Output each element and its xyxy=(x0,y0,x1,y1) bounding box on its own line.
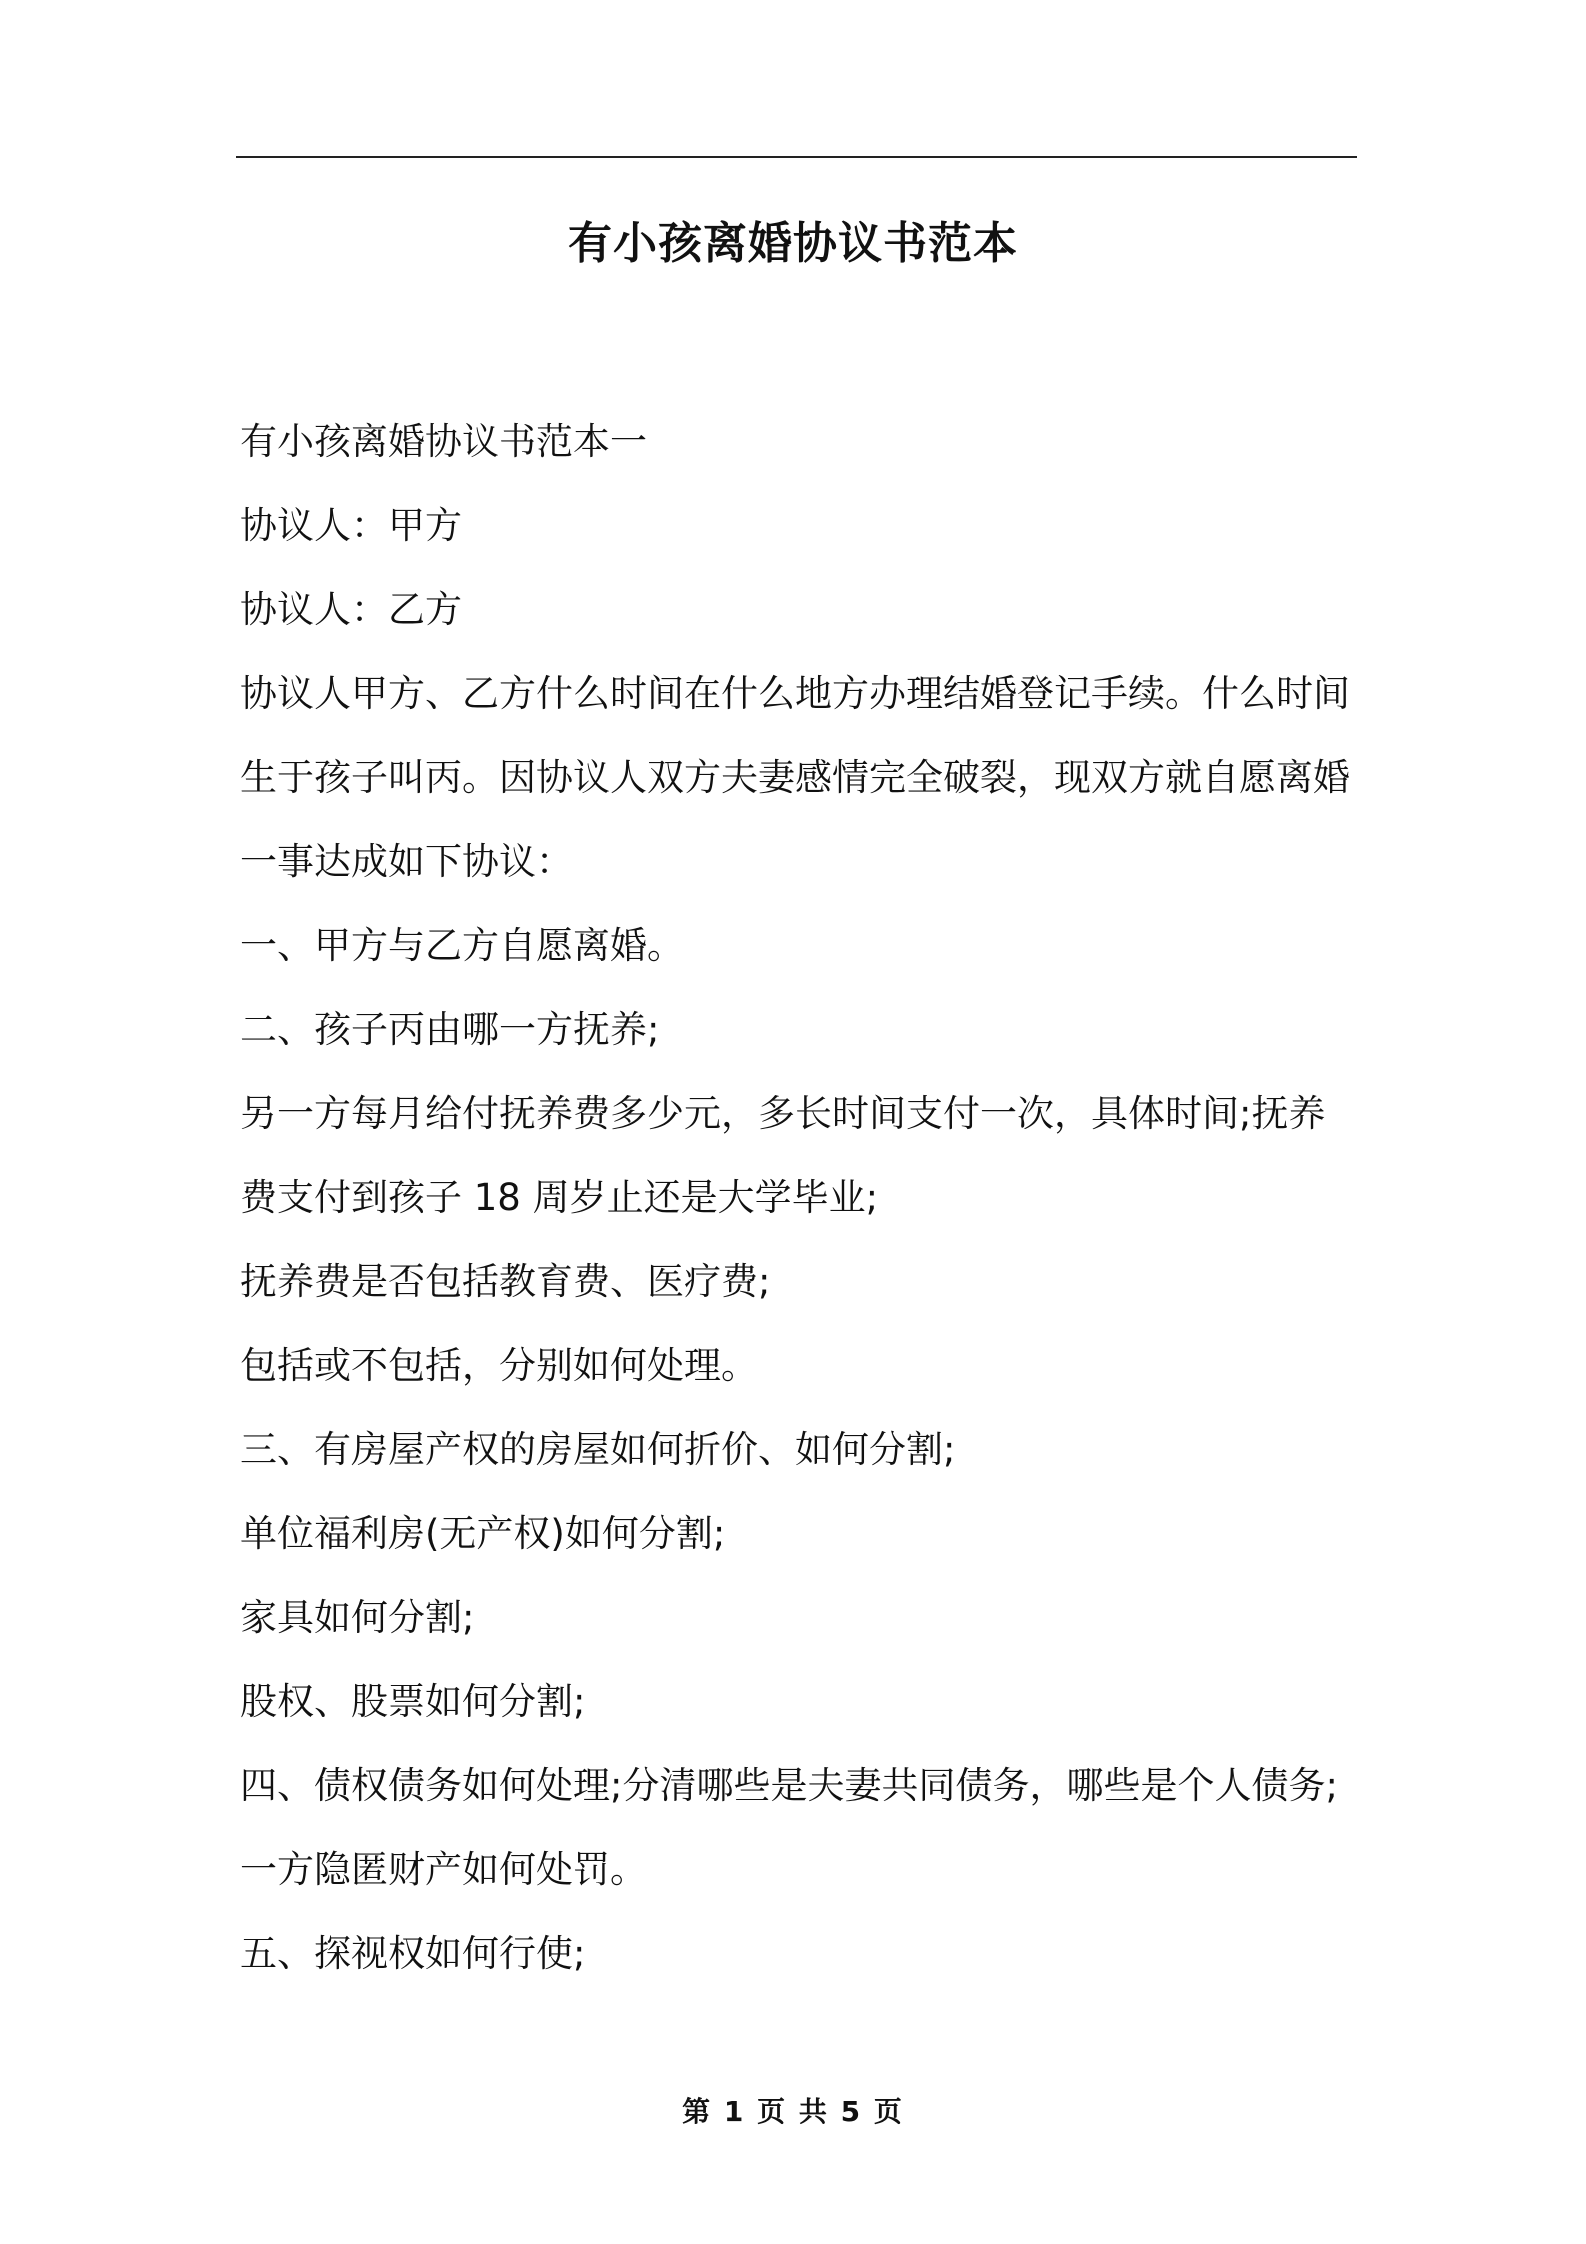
body-line: 生于孩子叫丙。因协议人双方夫妻感情完全破裂，现双方就自愿离婚 xyxy=(240,756,1350,799)
body-line: 协议人甲方、乙方什么时间在什么地方办理结婚登记手续。什么时间 xyxy=(240,672,1350,715)
body-line: 费支付到孩子 18 周岁止还是大学毕业; xyxy=(240,1176,879,1219)
body-line: 一、甲方与乙方自愿离婚。 xyxy=(240,924,684,967)
body-line: 股权、股票如何分割; xyxy=(240,1680,586,1723)
body-line: 三、有房屋产权的房屋如何折价、如何分割; xyxy=(240,1428,956,1471)
body-line: 另一方每月给付抚养费多少元，多长时间支付一次，具体时间;抚养 xyxy=(240,1092,1326,1135)
body-line: 协议人：甲方 xyxy=(240,504,462,547)
document-body xyxy=(240,400,1360,1996)
body-line: 五、探视权如何行使; xyxy=(240,1932,586,1975)
page-indicator: 第 1 页 共 5 页 xyxy=(682,2095,904,2128)
document-title: 有小孩离婚协议书范本 xyxy=(568,218,1018,269)
body-line: 二、孩子丙由哪一方抚养; xyxy=(240,1008,660,1051)
body-line: 家具如何分割; xyxy=(240,1596,475,1639)
body-line: 协议人：乙方 xyxy=(240,588,462,631)
body-line: 有小孩离婚协议书范本一 xyxy=(240,420,647,463)
body-line: 抚养费是否包括教育费、医疗费; xyxy=(240,1260,771,1303)
body-line: 一事达成如下协议： xyxy=(240,840,573,883)
body-line: 四、债权债务如何处理;分清哪些是夫妻共同债务，哪些是个人债务; xyxy=(240,1764,1338,1807)
body-line: 包括或不包括，分别如何处理。 xyxy=(240,1344,758,1387)
header-rule xyxy=(236,156,1357,158)
body-line: 单位福利房(无产权)如何分割; xyxy=(240,1512,726,1555)
body-line: 一方隐匿财产如何处罚。 xyxy=(240,1848,647,1891)
